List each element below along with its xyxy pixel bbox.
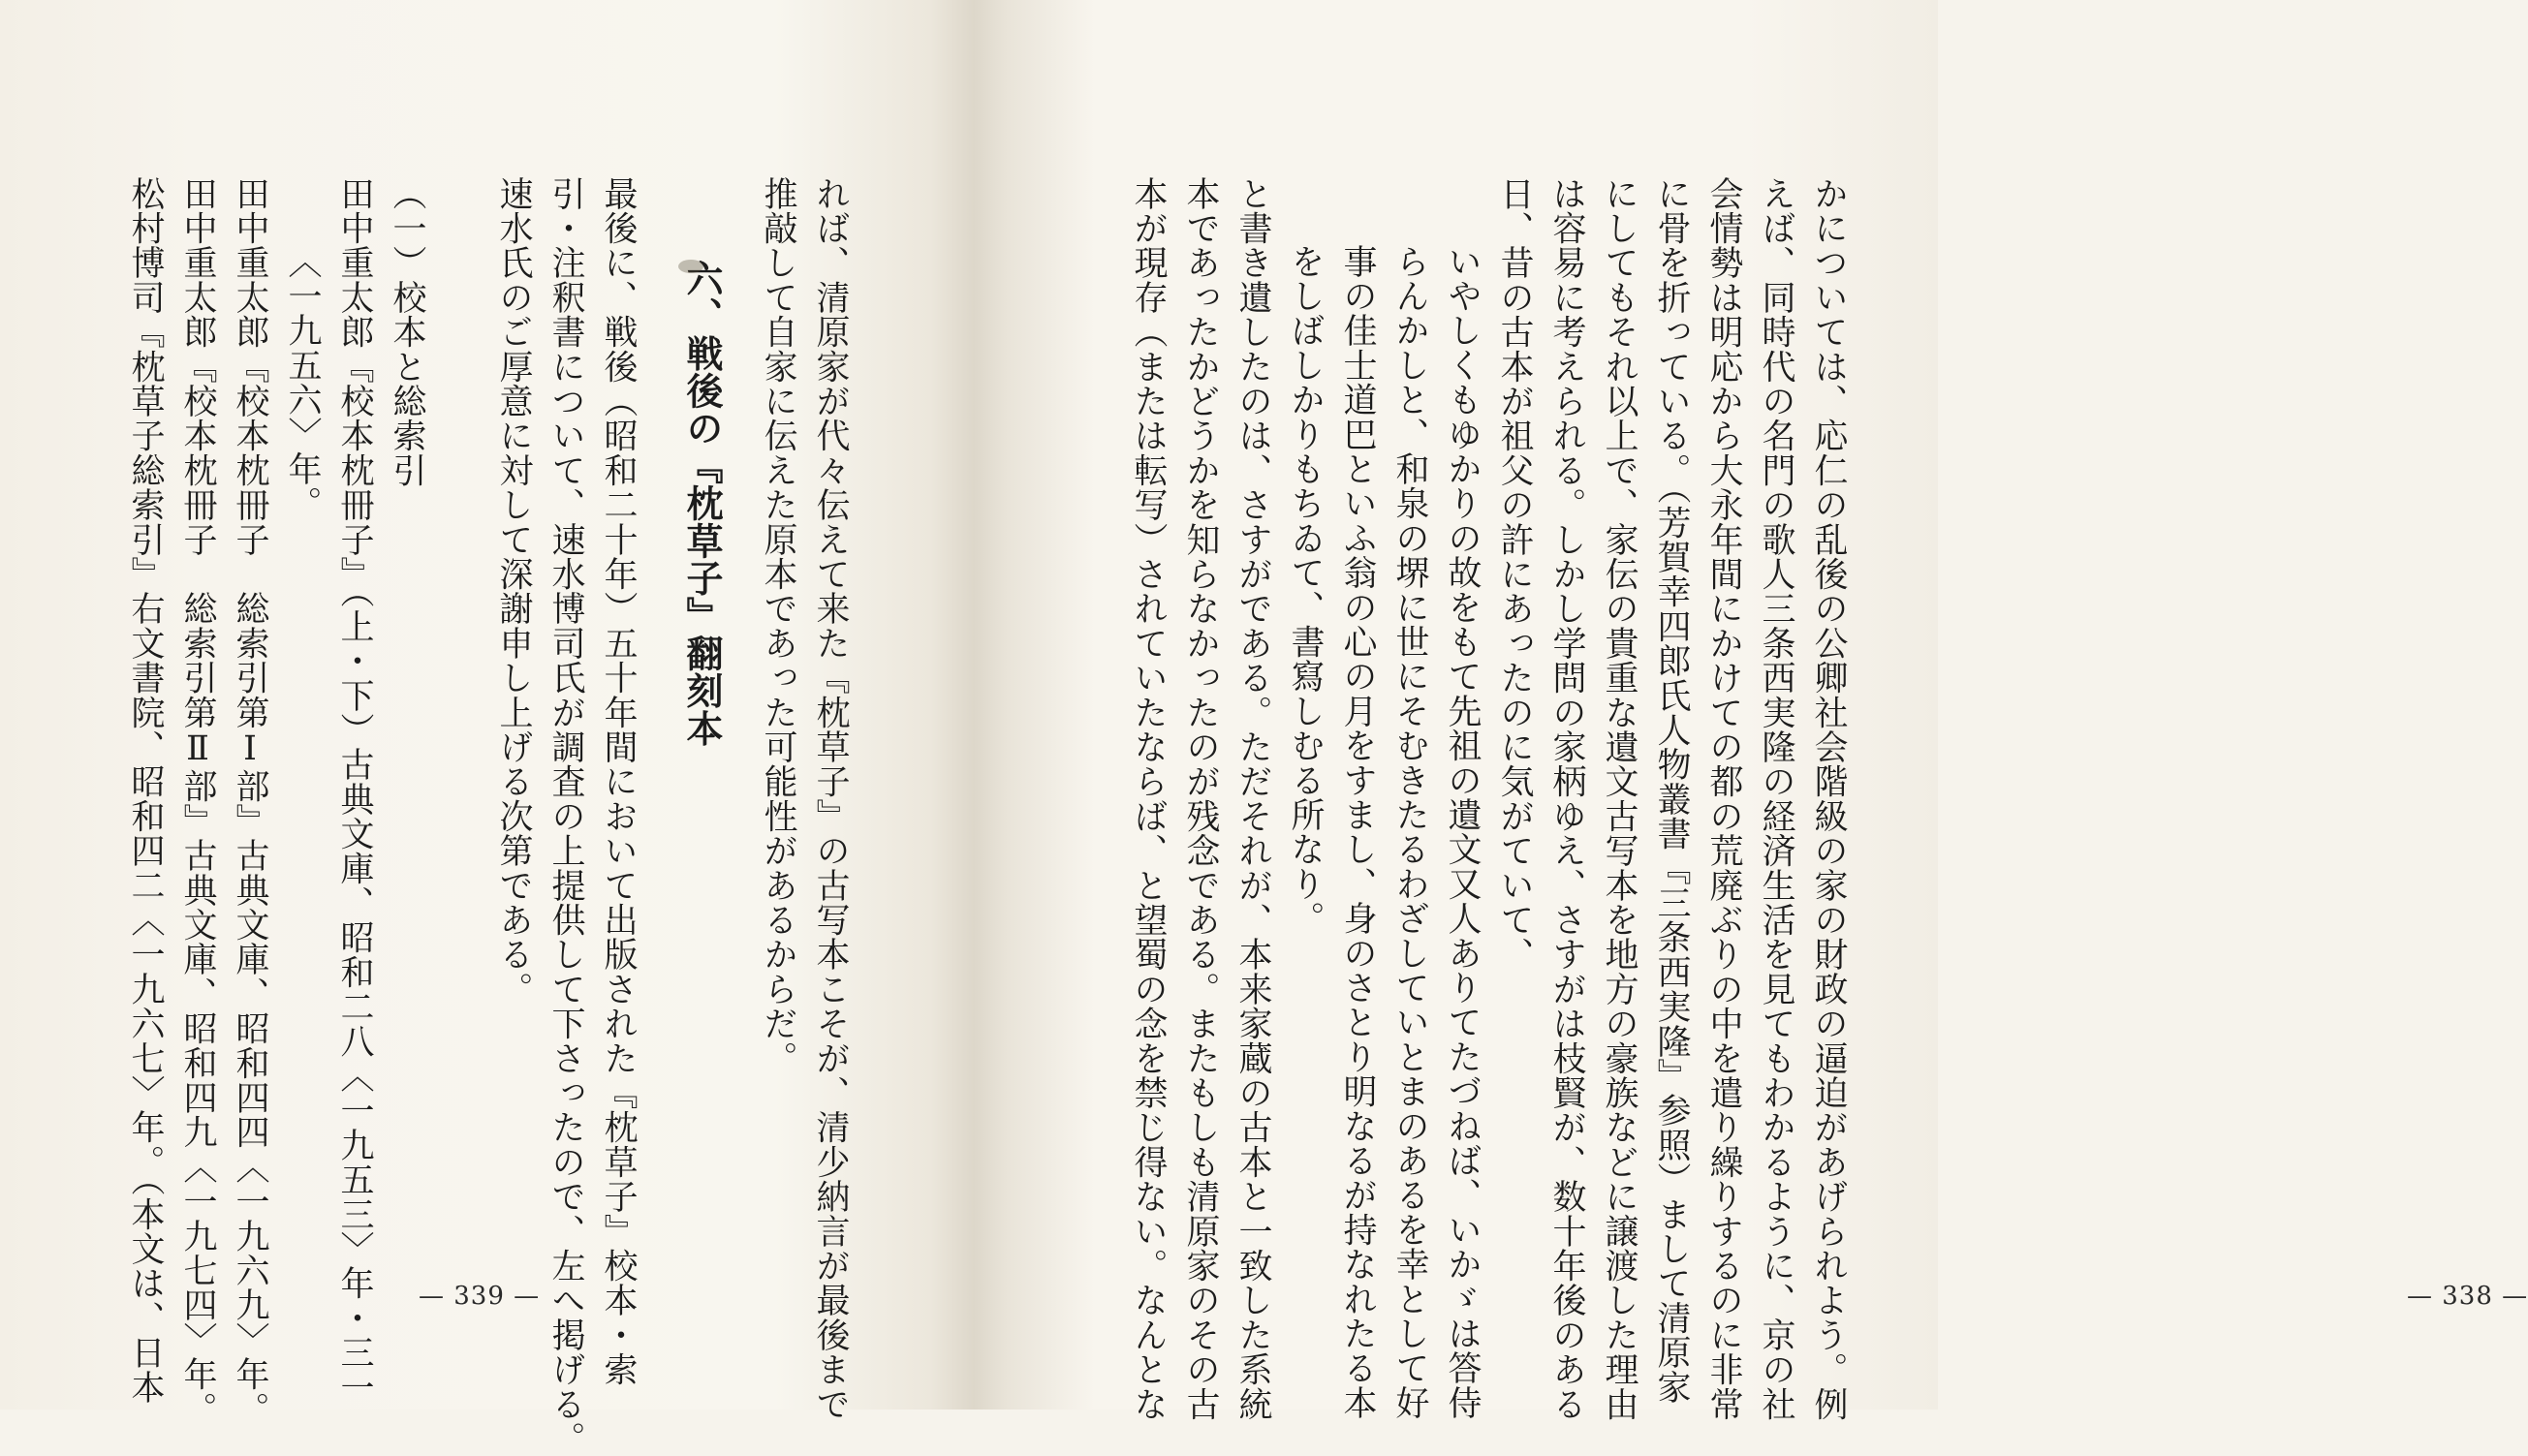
quotation-column: らんかしと、和泉の堺に世にそむきたるわざしていとまのあるを幸として好 [1390, 244, 1429, 1420]
text-column: と書き遺したのは、さすがである。ただそれが、本来家蔵の古本と一致した系統 [1233, 176, 1272, 1422]
page-number: — 339 — [419, 1282, 541, 1311]
text-column: 本であったかどうかを知らなかったのが残念である。またもしも清原家のその古 [1181, 176, 1220, 1422]
bibliography-entry: 田中重太郎『校本枕冊子』（上・下）古典文庫、昭和二八〈一九五三〉年・三一 [335, 176, 374, 1405]
text-column: に骨を折っている。（芳賀幸四郎氏人物叢書『三条西実隆』参照）まして清原家 [1652, 176, 1691, 1405]
quotation-column: いやしくもゆかりの故をもて先祖の遺文又人ありてたづねば、いかゞは答侍 [1443, 244, 1482, 1420]
quotation-column: をしばしかりもちゐて、書寫しむる所なり。 [1286, 244, 1325, 936]
text-column: えば、同時代の名門の歌人三条西実隆の経済生活を見てもわかるように、京の社 [1757, 176, 1795, 1422]
text-column: にしてもそれ以上で、家伝の貴重な遺文古写本を地方の豪族などに譲渡した理由 [1600, 176, 1639, 1422]
bibliography-entry-continued: 〈一九五六〉年。 [283, 244, 322, 521]
text-column: 最後に、戦後（昭和二十年）五十年間において出版された『枕草子』校本・索 [599, 176, 638, 1387]
text-column: 本が現存（または転写）されていたならば、と望蜀の念を禁じ得ない。なんとな [1129, 176, 1168, 1422]
bibliography-entry: 松村博司『枕草子総索引』右文書院、昭和四二〈一九六七〉年。（本文は、日本 [126, 176, 165, 1405]
text-column: 速水氏のご厚意に対して深謝申し上げる次第である。 [494, 176, 533, 1007]
text-column: は容易に考えられる。しかし学問の家柄ゆえ、さすがは枝賢が、数十年後のある [1547, 176, 1586, 1422]
page-number: — 338 — [2407, 1282, 2528, 1311]
bibliography-entry: 田中重太郎『校本枕冊子 総索引第Ⅱ部』古典文庫、昭和四九〈一九七四〉年。 [178, 176, 217, 1427]
page-338 [969, 0, 2528, 1422]
text-column: れば、清原家が代々伝えて来た『枕草子』の古写本こそが、清少納言が最後まで [811, 176, 850, 1422]
text-column: 推敲して自家に伝えた原本であった可能性があるからだ。 [759, 176, 797, 1076]
subsection-heading: （一）校本と総索引 [388, 176, 426, 488]
page-339 [0, 0, 969, 1456]
text-column: かについては、応仁の乱後の公卿社会階級の家の財政の逼迫があげられよう。例 [1809, 176, 1848, 1422]
text-column: 引・注釈書について、速水博司氏が調査の上提供して下さったので、左へ掲げる。 [546, 176, 585, 1456]
text-column: 日、昔の古本が祖父の許にあったのに気がていて、 [1495, 176, 1534, 973]
bibliography-entry: 田中重太郎『校本枕冊子 総索引第Ⅰ部』古典文庫、昭和四四〈一九六九〉年。 [231, 176, 269, 1427]
quotation-column: 事の佳士道巴といふ翁の心の月をすまし、身のさとり明なるが持なれたる本 [1338, 244, 1377, 1420]
section-heading: 六、戦後の『枕草子』翻刻本 [680, 260, 724, 748]
text-column: 会情勢は明応から大永年間にかけての都の荒廃ぶりの中を遣り繰りするのに非常 [1704, 176, 1743, 1422]
ink-smudge [678, 260, 703, 273]
